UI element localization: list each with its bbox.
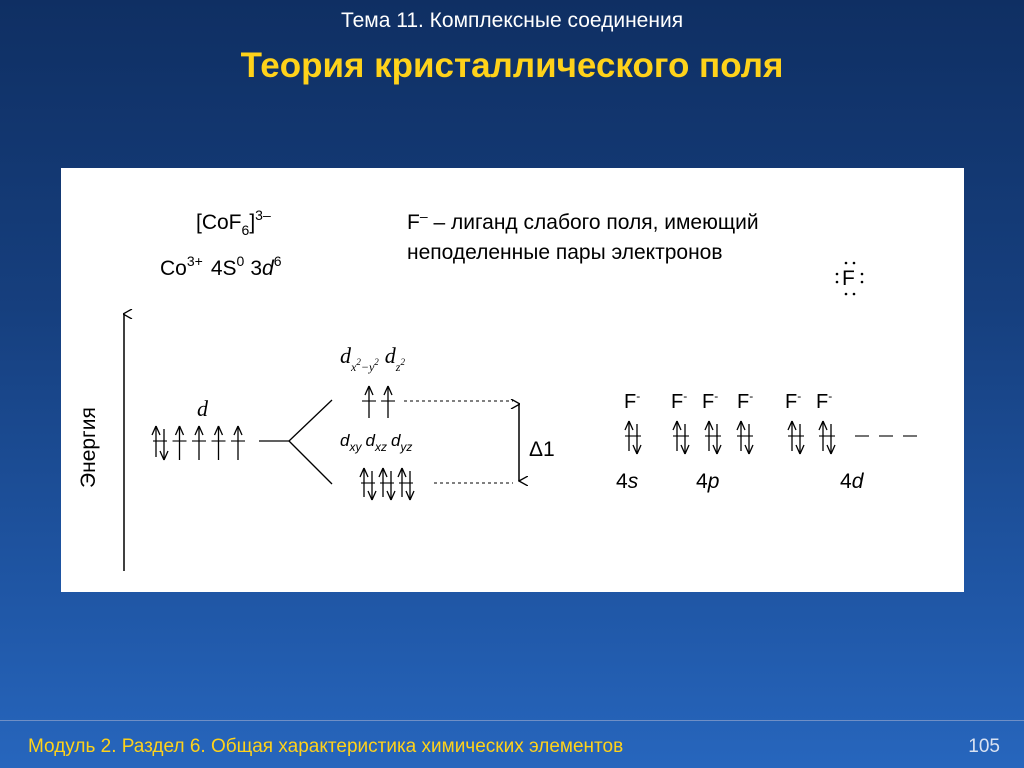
free-ion-d-orbital [173, 426, 187, 460]
ligand-label-4p-1: F- [671, 389, 688, 413]
t2g-orbital [379, 468, 395, 500]
t2g-orbital-label: $d_{xy}$ $d_{xz}$ $d_{yz}$ [340, 431, 413, 454]
t2g-orbital [360, 468, 376, 500]
splitting-lines [259, 400, 332, 484]
page-number: 105 [968, 736, 1000, 757]
sublevel-4p-label: 4p [696, 470, 720, 493]
free-ion-d-label: d [197, 396, 208, 421]
slide-title: Теория кристаллического поля [240, 46, 784, 85]
sublevel-4d-label: 4d [840, 470, 864, 493]
ligand-label-4d-1: F- [785, 389, 802, 413]
lewis-fluorine [836, 262, 864, 296]
ligand-label-4s: F- [624, 389, 641, 413]
svg-text:F: F [842, 267, 855, 290]
orbital-4d-filled [819, 421, 835, 454]
eg-orbital-label: $d_x^2_-y^2$ $d_z^2$ [340, 343, 405, 374]
ligand-label-4p-3: F- [737, 389, 754, 413]
ligand-label-4p-2: F- [702, 389, 719, 413]
eg-orbital [381, 386, 395, 418]
orbital-4d-filled [788, 421, 804, 454]
eg-orbital [362, 386, 376, 418]
ligand-description-line1: F– – лиганд слабого поля, имеющий [407, 208, 759, 234]
free-ion-d-orbital [152, 426, 168, 460]
free-ion-d-orbital [192, 426, 206, 460]
free-ion-d-orbital [212, 426, 226, 460]
complex-formula: $[CoF_6]^{3-}$ [196, 207, 271, 238]
orbital-4s [625, 421, 641, 454]
ligand-labels [624, 389, 832, 413]
orbital-4p [673, 421, 689, 454]
footer-module-text: Модуль 2. Раздел 6. Общая характеристика химических элементов [28, 736, 624, 757]
ligand-description-line2: неподеленные пары электронов [407, 241, 723, 264]
ligand-label-4d-2: F- [816, 389, 833, 413]
sublevel-4s-label: 4s [616, 470, 639, 493]
footer-divider [0, 720, 1024, 721]
orbital-4p [737, 421, 753, 454]
topic-header: Тема 11. Комплексные соединения [340, 9, 684, 32]
t2g-orbital [398, 468, 414, 500]
crystal-field-diagram [61, 168, 964, 592]
free-ion-d-orbital [231, 426, 245, 460]
diagram-panel [61, 168, 964, 592]
orbital-4p [705, 421, 721, 454]
delta-label: Δ1 [529, 438, 555, 461]
energy-axis-label: Энергия [77, 407, 100, 488]
ion-configuration: $Co^{3+}$ $4S^0$ $3d^6$ [160, 253, 282, 280]
